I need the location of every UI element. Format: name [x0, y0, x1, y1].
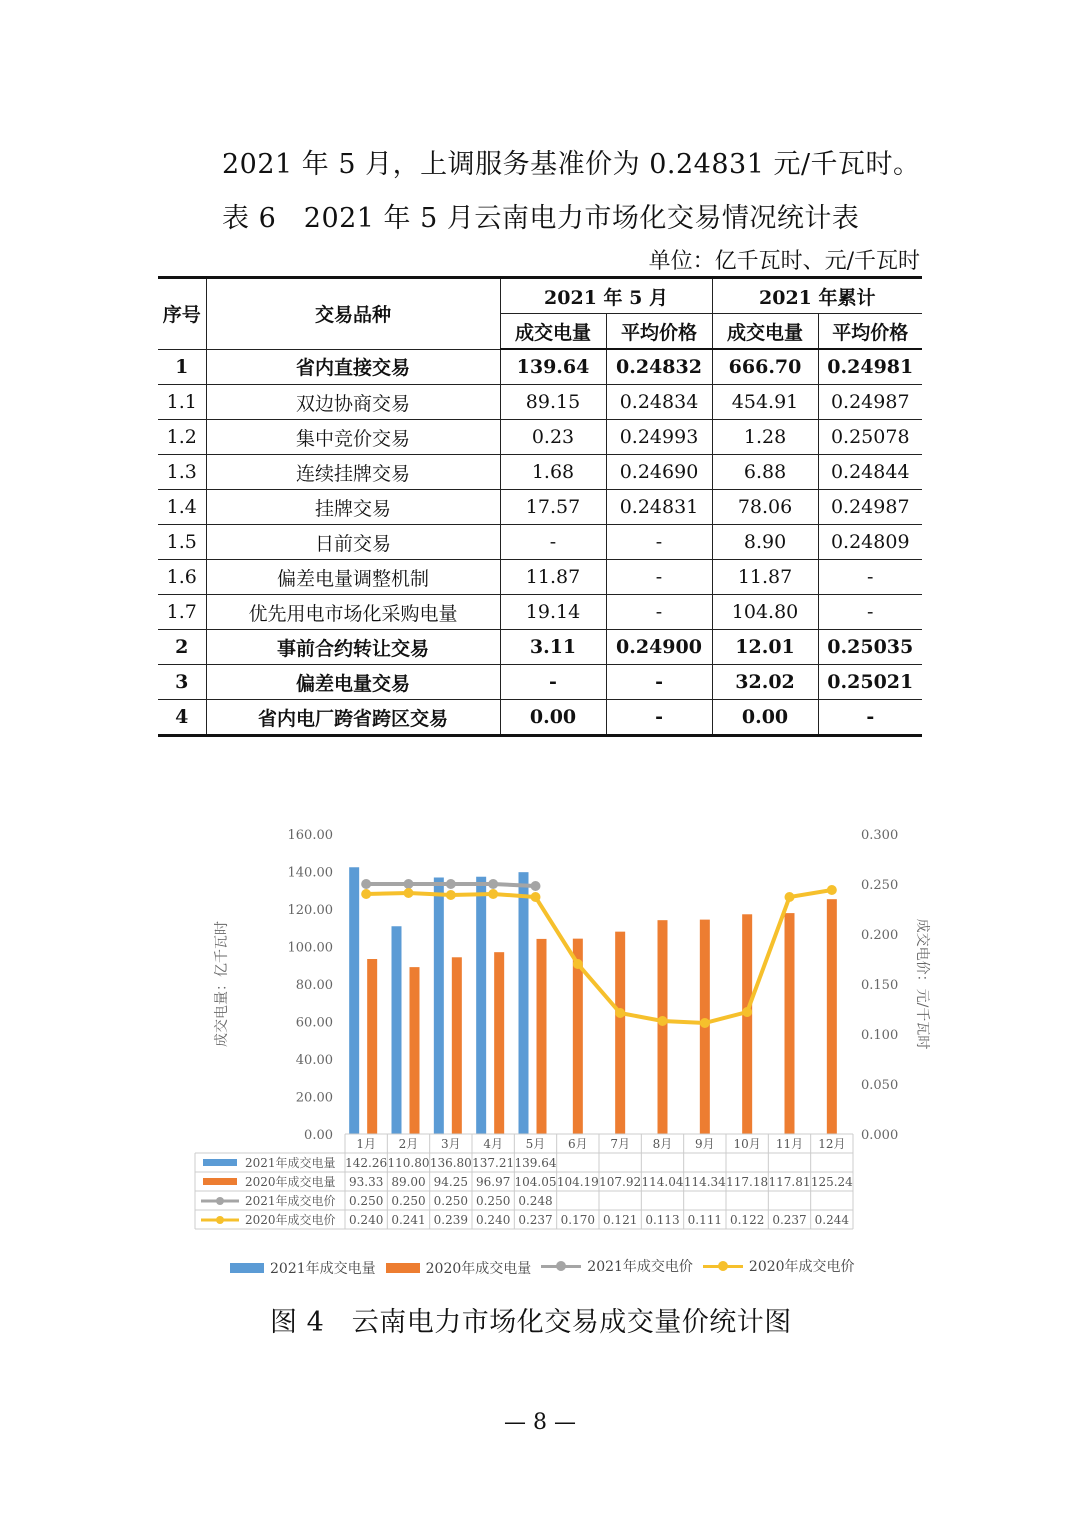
row-number: 1.4 — [158, 490, 206, 525]
bar-2021-volume — [519, 872, 529, 1134]
y-tick-label: 80.00 — [295, 978, 333, 993]
data-label: 0.121 — [602, 1213, 638, 1227]
point-2020-price — [361, 889, 371, 899]
may-price: 0.24993 — [606, 420, 712, 455]
row-number: 4 — [158, 700, 206, 736]
data-label: 89.00 — [391, 1175, 426, 1189]
may-volume: 3.11 — [500, 630, 606, 665]
legend-item — [703, 1256, 855, 1276]
cumulative-volume: 8.90 — [712, 525, 818, 560]
bar-2020-volume — [537, 939, 547, 1134]
may-price: - — [606, 595, 712, 630]
table-row — [158, 490, 922, 525]
y2-tick-label: 0.250 — [861, 878, 899, 893]
point-2020-price — [573, 959, 583, 969]
table-row — [158, 455, 922, 490]
table-row — [158, 385, 922, 420]
row-number: 1.7 — [158, 595, 206, 630]
trade-type: 事前合约转让交易 — [206, 630, 500, 665]
data-label: 136.80 — [429, 1156, 472, 1170]
y2-tick-label: 0.000 — [861, 1128, 899, 1143]
row-number: 1.1 — [158, 385, 206, 420]
may-volume: 139.64 — [500, 349, 606, 385]
cumulative-price: 0.25078 — [818, 420, 922, 455]
may-volume: - — [500, 525, 606, 560]
point-2020-price — [446, 890, 456, 900]
data-label: 104.05 — [514, 1175, 557, 1189]
may-price: - — [606, 525, 712, 560]
legend-item — [386, 1258, 532, 1278]
data-label: 0.170 — [560, 1213, 596, 1227]
may-price: 0.24831 — [606, 490, 712, 525]
may-volume: - — [500, 665, 606, 700]
bar-2021-volume — [476, 877, 486, 1134]
data-label: 0.113 — [645, 1213, 680, 1227]
y2-tick-label: 0.150 — [861, 978, 899, 993]
statistics-table — [158, 276, 922, 737]
may-price: - — [606, 560, 712, 595]
y-tick-label: 0.00 — [304, 1128, 333, 1143]
header-no: 序号 — [158, 278, 206, 350]
header-type: 交易品种 — [206, 278, 500, 350]
bar-2020-volume — [615, 932, 625, 1134]
row-number: 3 — [158, 665, 206, 700]
data-label: 0.237 — [518, 1213, 553, 1227]
point-2020-price — [404, 888, 414, 898]
table-series-name: 2020年成交电价 — [245, 1213, 336, 1227]
data-label: 114.04 — [641, 1175, 684, 1189]
data-label: 0.250 — [475, 1194, 511, 1208]
data-label: 110.80 — [387, 1156, 430, 1170]
x-tick-label: 4月 — [483, 1137, 503, 1151]
legend-swatch — [541, 1259, 581, 1273]
y-tick-label: 100.00 — [287, 940, 333, 956]
data-label: 117.81 — [768, 1175, 811, 1189]
may-price: 0.24834 — [606, 385, 712, 420]
header-cumulative: 2021 年累计 — [712, 278, 922, 314]
cumulative-price: 0.24809 — [818, 525, 922, 560]
point-2020-price — [488, 889, 498, 899]
y2-axis-title: 成交电价：元/千瓦时 — [914, 918, 930, 1050]
may-price: 0.24832 — [606, 349, 712, 385]
bar-2020-volume — [742, 914, 752, 1134]
chart-legend — [230, 1256, 865, 1278]
y-tick-label: 160.00 — [287, 828, 333, 843]
cumulative-price: 0.25035 — [818, 630, 922, 665]
table-row — [158, 525, 922, 560]
row-number: 1.6 — [158, 560, 206, 595]
data-label: 107.92 — [599, 1175, 642, 1189]
cumulative-price: 0.24987 — [818, 490, 922, 525]
header-volume: 成交电量 — [500, 314, 606, 350]
table-row — [158, 560, 922, 595]
x-tick-label: 12月 — [818, 1137, 846, 1151]
bar-2021-volume — [434, 878, 444, 1135]
table-key-marker — [216, 1216, 224, 1224]
data-label: 139.64 — [514, 1156, 557, 1170]
table-row — [158, 700, 922, 736]
trade-type: 优先用电市场化采购电量 — [206, 595, 500, 630]
may-volume: 1.68 — [500, 455, 606, 490]
table-row — [158, 349, 922, 385]
x-tick-label: 5月 — [525, 1137, 546, 1151]
data-label: 0.248 — [518, 1194, 553, 1208]
trade-type: 省内直接交易 — [206, 349, 500, 385]
may-volume: 11.87 — [500, 560, 606, 595]
bar-2020-volume — [494, 952, 504, 1134]
data-label: 0.241 — [391, 1213, 426, 1227]
data-label: 0.250 — [433, 1194, 469, 1208]
cumulative-volume: 104.80 — [712, 595, 818, 630]
data-label: 0.250 — [391, 1194, 426, 1208]
data-label: 0.239 — [433, 1213, 469, 1227]
bar-2021-volume — [392, 926, 402, 1134]
y-axis-title: 成交电量：亿千瓦时 — [214, 921, 230, 1047]
trade-type: 偏差电量交易 — [206, 665, 500, 700]
trade-type: 偏差电量调整机制 — [206, 560, 500, 595]
data-label: 93.33 — [348, 1175, 384, 1189]
table-row — [158, 595, 922, 630]
table-key-marker — [216, 1197, 224, 1205]
x-tick-label: 1月 — [356, 1137, 376, 1151]
cumulative-price: - — [818, 560, 922, 595]
table-body — [158, 349, 922, 736]
y2-tick-label: 0.300 — [861, 828, 899, 843]
data-label: 0.244 — [814, 1213, 850, 1227]
table-key-bar — [203, 1159, 237, 1166]
x-tick-label: 7月 — [610, 1137, 630, 1151]
trade-type: 连续挂牌交易 — [206, 455, 500, 490]
data-label: 142.26 — [345, 1156, 388, 1170]
data-label: 0.240 — [348, 1213, 384, 1227]
y-tick-label: 20.00 — [295, 1090, 333, 1106]
legend-swatch — [386, 1263, 420, 1273]
x-tick-label: 3月 — [441, 1137, 461, 1151]
cumulative-volume: 0.00 — [712, 700, 818, 736]
point-2020-price — [700, 1018, 710, 1028]
legend-label: 2021年成交电量 — [270, 1261, 376, 1277]
cumulative-price: - — [818, 595, 922, 630]
table-caption: 表 6 2021 年 5 月云南电力市场化交易情况统计表 — [222, 203, 860, 234]
data-label: 0.250 — [348, 1194, 384, 1208]
y-tick-label: 140.00 — [287, 865, 333, 881]
point-2021-price — [404, 879, 414, 889]
point-2020-price — [615, 1008, 625, 1018]
page-number: — 8 — — [504, 1410, 576, 1435]
point-2021-price — [446, 879, 456, 889]
table-row — [158, 630, 922, 665]
data-label: 94.25 — [433, 1175, 469, 1189]
data-label: 96.97 — [475, 1175, 511, 1189]
cumulative-volume: 11.87 — [712, 560, 818, 595]
x-tick-label: 8月 — [652, 1137, 673, 1151]
data-label: 125.24 — [810, 1175, 853, 1189]
header-may: 2021 年 5 月 — [500, 278, 712, 314]
y2-tick-label: 0.100 — [861, 1028, 899, 1043]
bar-2020-volume — [452, 957, 462, 1134]
point-2021-price — [361, 879, 371, 889]
data-label: 137.21 — [472, 1156, 515, 1170]
trade-type: 集中竞价交易 — [206, 420, 500, 455]
point-2020-price — [531, 892, 541, 902]
legend-label: 2020年成交电价 — [748, 1259, 855, 1275]
table-row — [158, 420, 922, 455]
table-series-name: 2021年成交电价 — [245, 1194, 336, 1208]
point-2020-price — [827, 885, 837, 895]
trade-type: 省内电厂跨省跨区交易 — [206, 700, 500, 736]
cumulative-price: - — [818, 700, 922, 736]
y2-tick-label: 0.200 — [861, 928, 899, 943]
data-label: 0.240 — [475, 1213, 511, 1227]
table-key-bar — [203, 1178, 237, 1185]
cumulative-price: 0.24981 — [818, 349, 922, 385]
bar-2020-volume — [658, 920, 668, 1134]
trade-type: 挂牌交易 — [206, 490, 500, 525]
legend-item — [230, 1258, 376, 1278]
point-2020-price — [785, 892, 795, 902]
figure-caption: 图 4 云南电力市场化交易成交量价统计图 — [270, 1307, 792, 1338]
cumulative-price: 0.24987 — [818, 385, 922, 420]
legend-swatch — [703, 1259, 743, 1273]
data-label: 0.122 — [729, 1213, 765, 1227]
x-tick-label: 2月 — [398, 1137, 419, 1151]
may-price: 0.24690 — [606, 455, 712, 490]
bar-2020-volume — [367, 959, 377, 1134]
cumulative-volume: 1.28 — [712, 420, 818, 455]
data-label: 114.34 — [683, 1175, 726, 1189]
bar-2020-volume — [785, 913, 795, 1134]
point-2020-price — [658, 1016, 668, 1026]
cumulative-volume: 454.91 — [712, 385, 818, 420]
header-price: 平均价格 — [606, 314, 712, 350]
table-row — [158, 665, 922, 700]
x-tick-label: 10月 — [733, 1137, 761, 1151]
bar-2020-volume — [410, 967, 420, 1134]
row-number: 1 — [158, 349, 206, 385]
row-number: 1.3 — [158, 455, 206, 490]
data-label: 117.18 — [726, 1175, 769, 1189]
cumulative-price: 0.24844 — [818, 455, 922, 490]
intro-paragraph: 2021 年 5 月，上调服务基准价为 0.24831 元/千瓦时。 — [222, 149, 921, 180]
may-volume: 19.14 — [500, 595, 606, 630]
point-2021-price — [488, 879, 498, 889]
volume-price-chart — [190, 815, 930, 1235]
may-volume: 0.23 — [500, 420, 606, 455]
row-number: 2 — [158, 630, 206, 665]
legend-swatch — [230, 1263, 264, 1273]
table-unit: 单位：亿千瓦时、元/千瓦时 — [648, 249, 920, 274]
data-label: 0.111 — [687, 1213, 723, 1227]
cumulative-volume: 32.02 — [712, 665, 818, 700]
table-series-name: 2020年成交电量 — [245, 1175, 336, 1189]
legend-label: 2021年成交电价 — [587, 1259, 693, 1275]
x-tick-label: 9月 — [695, 1137, 715, 1151]
point-2021-price — [531, 881, 541, 891]
header-price: 平均价格 — [818, 314, 922, 350]
cumulative-volume: 6.88 — [712, 455, 818, 490]
point-2020-price — [742, 1007, 752, 1017]
legend-item — [541, 1256, 693, 1276]
cumulative-volume: 12.01 — [712, 630, 818, 665]
row-number: 1.2 — [158, 420, 206, 455]
table-series-name: 2021年成交电量 — [245, 1156, 336, 1170]
y2-tick-label: 0.050 — [861, 1078, 899, 1093]
may-price: - — [606, 665, 712, 700]
legend-label: 2020年成交电量 — [425, 1261, 532, 1277]
may-volume: 89.15 — [500, 385, 606, 420]
cumulative-volume: 666.70 — [712, 349, 818, 385]
may-volume: 17.57 — [500, 490, 606, 525]
y-tick-label: 120.00 — [287, 903, 333, 918]
x-tick-label: 11月 — [775, 1137, 804, 1151]
bar-2020-volume — [827, 899, 837, 1134]
cumulative-volume: 78.06 — [712, 490, 818, 525]
may-volume: 0.00 — [500, 700, 606, 736]
trade-type: 双边协商交易 — [206, 385, 500, 420]
x-tick-label: 6月 — [568, 1137, 588, 1151]
may-price: 0.24900 — [606, 630, 712, 665]
y-tick-label: 60.00 — [295, 1015, 333, 1031]
data-label: 104.19 — [556, 1175, 599, 1189]
data-label: 0.237 — [772, 1213, 807, 1227]
trade-type: 日前交易 — [206, 525, 500, 560]
cumulative-price: 0.25021 — [818, 665, 922, 700]
may-price: - — [606, 700, 712, 736]
header-volume: 成交电量 — [712, 314, 818, 350]
row-number: 1.5 — [158, 525, 206, 560]
bar-2021-volume — [349, 867, 359, 1134]
y-tick-label: 40.00 — [295, 1053, 333, 1068]
